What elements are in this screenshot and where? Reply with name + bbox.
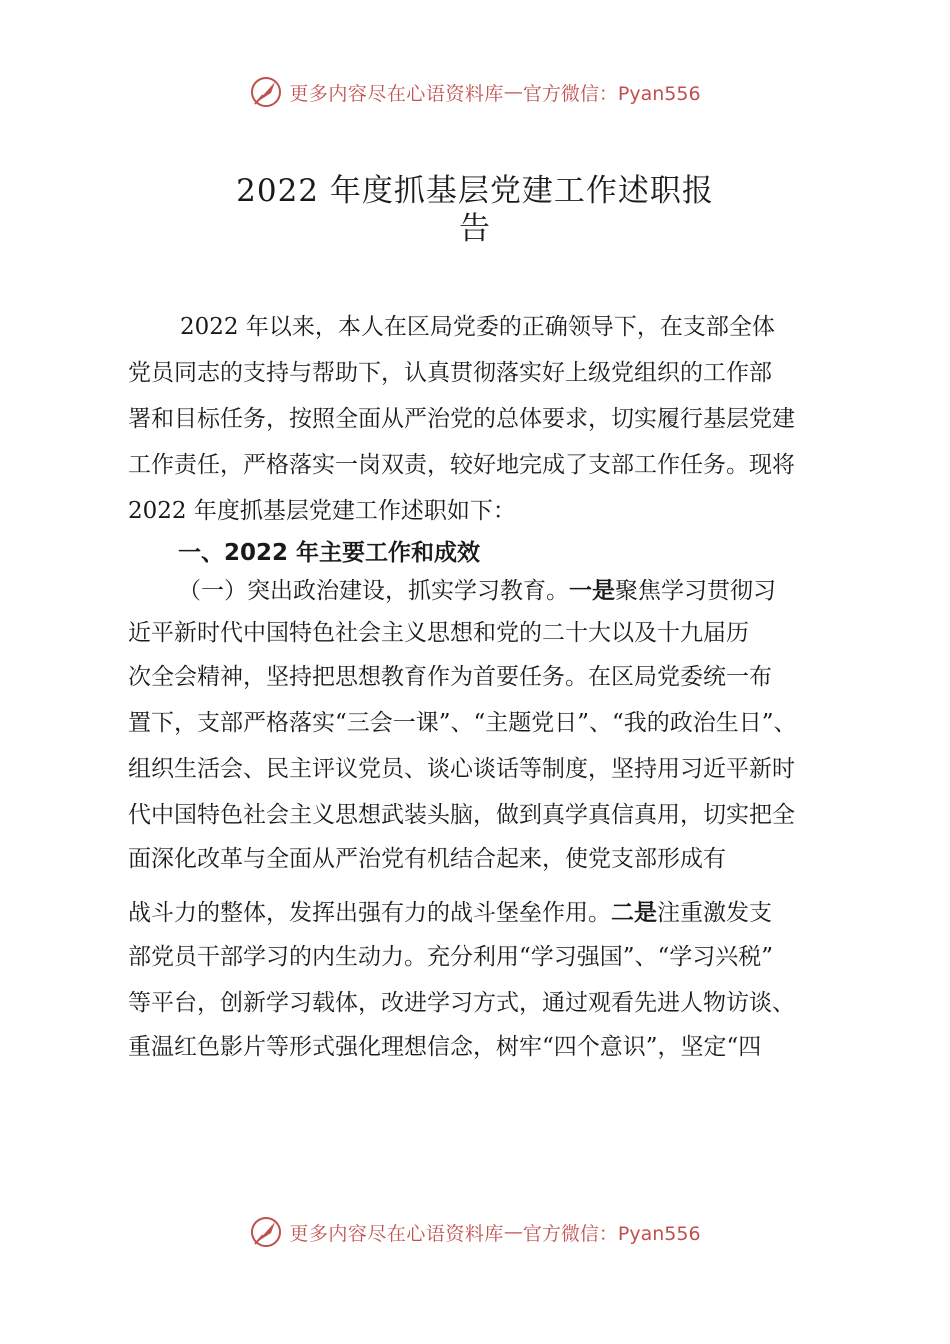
body-line: 组织生活会、民主评议党员、谈心谈话等制度，坚持用习近平新时 (128, 756, 795, 782)
body-line: 代中国特色社会主义思想武装头脑，做到真学真信真用，切实把全 (128, 802, 795, 828)
document-title (0, 172, 950, 248)
quill-logo-icon (249, 1215, 283, 1249)
keyword-second: 二是 (611, 900, 657, 926)
body-line: 置下，支部严格落实“三会一课”、“主题党日”、“我的政治生日”、 (128, 710, 797, 736)
body-line: 工作责任，严格落实一岗双责，较好地完成了支部工作任务。现将 (128, 452, 795, 478)
document-title-line1: 2022 年度抓基层党建工作述职报 (236, 173, 714, 209)
body-line: 署和目标任务，按照全面从严治党的总体要求，切实履行基层党建 (128, 406, 795, 432)
body-line: 2022 年以来，本人在区局党委的正确领导下，在支部全体 (180, 314, 775, 340)
section-heading: 一、2022 年主要工作和成效 (178, 540, 481, 566)
body-line: 部党员干部学习的内生动力。充分利用“学习强国”、“学习兴税” (128, 944, 774, 970)
body-line: 等平台，创新学习载体，改进学习方式，通过观看先进人物访谈、 (128, 990, 795, 1016)
body-text: 聚焦学习贯彻习 (615, 578, 776, 604)
body-line: 党员同志的支持与帮助下，认真贯彻落实好上级党组织的工作部 (128, 360, 772, 386)
keyword-first: 一是 (569, 578, 615, 604)
body-text: 战斗力的整体，发挥出强有力的战斗堡垒作用。 (128, 900, 611, 926)
footer-banner-text: 更多内容尽在心语资料库 (289, 1222, 504, 1245)
body-text: 注重激发支 (657, 900, 772, 926)
footer-banner-wechat: 官方微信：Pyan556 (522, 1222, 701, 1245)
body-line: 2022 年度抓基层党建工作述职如下： (128, 498, 516, 524)
header-banner-separator: — (503, 81, 523, 103)
header-banner (0, 72, 950, 112)
body-line (128, 898, 772, 928)
body-line: 近平新时代中国特色社会主义思想和党的二十大以及十九届历 (128, 620, 749, 646)
header-banner-text: 更多内容尽在心语资料库 (289, 82, 504, 105)
body-line: 重温红色影片等形式强化理想信念，树牢“四个意识”，坚定“四 (128, 1034, 762, 1060)
body-line: 次全会精神，坚持把思想教育作为首要任务。在区局党委统一布 (128, 664, 772, 690)
footer-banner (0, 1212, 950, 1252)
document-title-line2: 告 (459, 211, 491, 247)
body-line: 面深化改革与全面从严治党有机结合起来，使党支部形成有 (128, 846, 726, 872)
subsection-heading: （一）突出政治建设，抓实学习教育。 (178, 578, 569, 604)
body-line (178, 576, 776, 606)
footer-banner-separator: — (503, 1221, 523, 1243)
quill-logo-icon (249, 75, 283, 109)
header-banner-wechat: 官方微信：Pyan556 (522, 82, 701, 105)
